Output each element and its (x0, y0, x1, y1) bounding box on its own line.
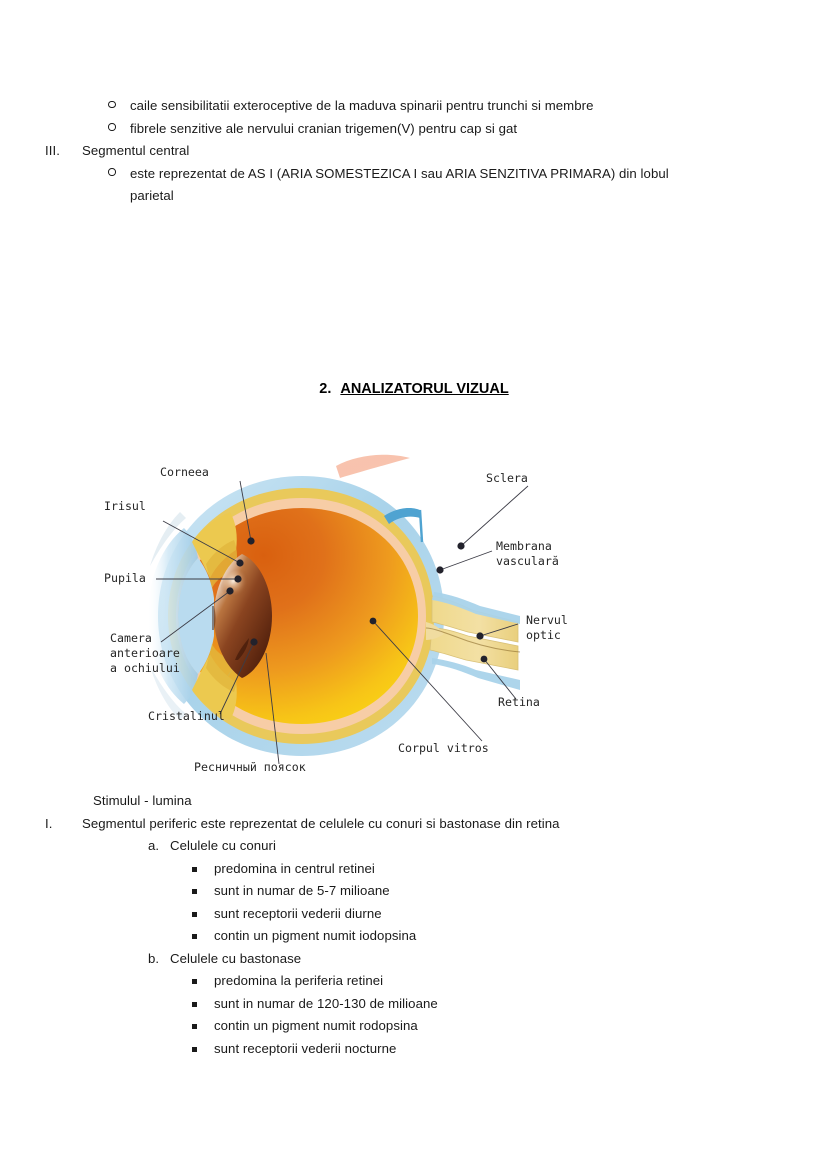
dot-membrana-vasculara (436, 566, 443, 573)
outline-item (0, 948, 828, 971)
outline-text: Celulele cu bastonase (170, 950, 302, 966)
label-membrana-vasculara-1: Membrana (496, 539, 552, 553)
dot-sclera (457, 542, 464, 549)
dot-irisul (236, 559, 243, 566)
outline-item (0, 970, 828, 993)
outline-text: Celulele cu conuri (170, 838, 277, 853)
eye-anatomy-figure (88, 446, 748, 786)
outline-text: este reprezentat de AS I (ARIA SOMESTEZICA I sau ARIA SENZITIVA PRIMARA) din lobul parietal (130, 165, 669, 203)
outline-marker: b. (148, 950, 160, 966)
bottom-outline-list (0, 813, 828, 1061)
outline-text: predomina la periferia retinei (214, 973, 384, 988)
dot-pupila (234, 575, 241, 582)
bullet-square-icon (192, 979, 197, 984)
outline-item (0, 858, 828, 881)
label-nervul-optic-1: Nervul (526, 613, 568, 627)
label-camera-anterioara-3: a ochiului (110, 661, 180, 675)
outline-marker: a. (148, 838, 160, 853)
outline-marker: III. (45, 143, 60, 158)
label-corneea: Corneea (160, 465, 209, 479)
label-pupila: Pupila (104, 571, 146, 585)
label-corpul-vitros: Corpul vitros (398, 741, 489, 755)
outline-item (0, 1038, 828, 1061)
bullet-circle-icon (108, 168, 116, 176)
outline-marker (192, 970, 214, 993)
bullet-square-icon (192, 889, 197, 894)
label-cristalinul: Cristalinul (148, 709, 225, 723)
outline-text: sunt in numar de 5-7 milioane (214, 883, 390, 898)
bullet-square-icon (192, 934, 197, 939)
section-heading (0, 381, 828, 397)
label-nervul-optic-2: optic (526, 628, 561, 642)
bullet-square-icon (192, 912, 197, 917)
outline-marker (108, 163, 130, 186)
outline-item (0, 993, 828, 1016)
outline-item (0, 140, 828, 163)
outline-marker (108, 95, 130, 118)
dot-corpul-vitros (370, 618, 377, 625)
section-number: 2. (319, 381, 332, 397)
label-zonula: Ресничный поясок (194, 760, 306, 774)
outline-text: caile sensibilitatii exteroceptive de la maduva spinarii pentru trunchi si membre (130, 98, 594, 113)
stimulus-line: Stimulul - lumina (93, 793, 192, 808)
outline-marker (192, 858, 214, 881)
label-irisul: Irisul (104, 499, 146, 513)
outline-item (0, 880, 828, 903)
outline-item (0, 903, 828, 926)
outline-marker (192, 993, 214, 1016)
outline-marker (192, 925, 214, 948)
bullet-square-icon (192, 1024, 197, 1029)
outline-item (0, 813, 828, 836)
outline-text: Segmentul central (82, 143, 190, 158)
outline-text: Segmentul periferic este reprezentat de celulele cu conuri si bastonase din retina (82, 815, 560, 831)
outline-marker (192, 880, 214, 903)
bottom-outline-block (0, 790, 828, 1060)
outline-marker (192, 903, 214, 926)
section-title: ANALIZATORUL VIZUAL (340, 381, 509, 397)
outline-item (0, 835, 828, 858)
label-camera-anterioara-1: Camera (110, 631, 152, 645)
top-outline-block (0, 95, 828, 208)
bullet-circle-icon (108, 123, 116, 131)
outline-text: sunt in numar de 120-130 de milioane (214, 995, 438, 1011)
outline-item (0, 163, 828, 208)
label-retina: Retina (498, 695, 540, 709)
bullet-square-icon (192, 1047, 197, 1052)
dot-nervul-optic (476, 632, 483, 639)
dot-camera-anterioara (226, 587, 233, 594)
outline-text: contin un pigment numit rodopsina (214, 1018, 418, 1033)
outline-marker (192, 1015, 214, 1038)
outline-text: fibrele senzitive ale nervului cranian trigemen(V) pentru cap si gat (130, 120, 518, 136)
outline-marker: I. (45, 815, 53, 831)
outline-item (0, 925, 828, 948)
dot-corneea (247, 537, 254, 544)
outline-item (0, 118, 828, 141)
dot-retina (481, 656, 488, 663)
outline-marker (108, 118, 130, 141)
outline-text: contin un pigment numit iodopsina (214, 928, 417, 943)
label-membrana-vasculara-2: vasculară (496, 554, 559, 568)
outline-item (0, 95, 828, 118)
dot-cristalinul (250, 638, 257, 645)
bullet-circle-icon (108, 101, 116, 109)
bullet-square-icon (192, 1002, 197, 1007)
outline-item (0, 1015, 828, 1038)
outline-text: sunt receptorii vederii diurne (214, 905, 382, 921)
label-camera-anterioara-2: anterioare (110, 646, 180, 660)
outline-text: sunt receptorii vederii nocturne (214, 1040, 397, 1056)
label-sclera: Sclera (486, 471, 528, 485)
optic-nerve (426, 592, 520, 690)
outline-marker (192, 1038, 214, 1061)
bullet-square-icon (192, 867, 197, 872)
outline-text: predomina in centrul retinei (214, 860, 375, 876)
